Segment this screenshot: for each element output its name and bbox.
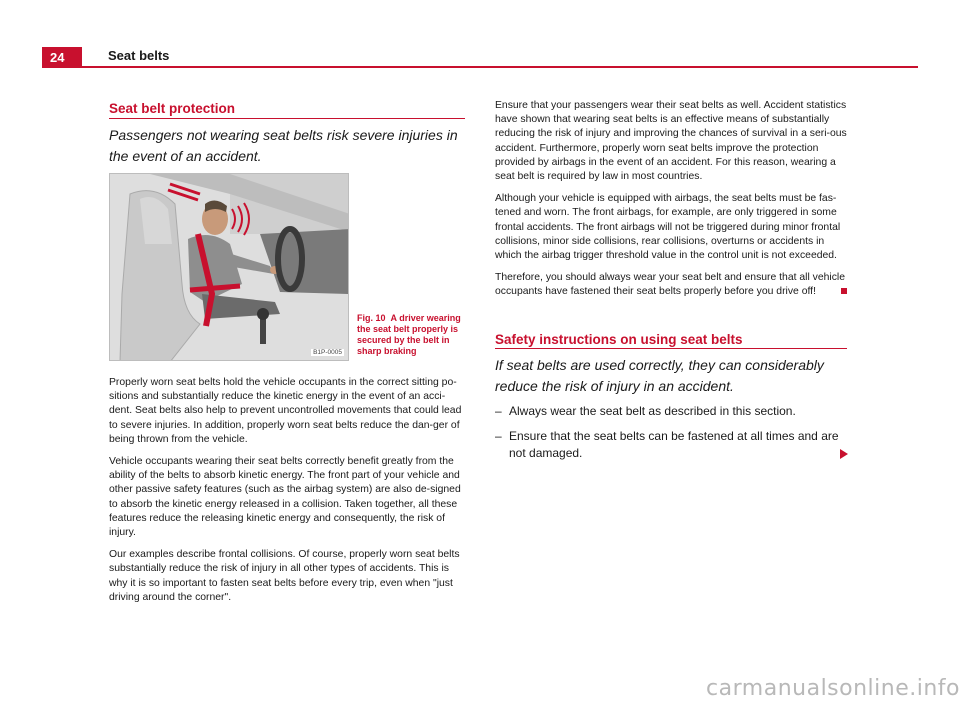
list-item [495, 403, 845, 420]
paragraph: Ensure that your passengers wear their seat belts as well. Accident statistics have shown that wearing seat belts is an effective means of substantially reducing the risk of injury and improving the chances of survival in a seri-ous accident. Furthermore, properly worn seat belts improve the protection provided by airbags in the event of an accident. For this reason, wearing a seat belt is required by law in most countries. [495, 100, 847, 183]
figure-caption [357, 313, 463, 357]
paragraph-text: Therefore, you should always wear your seat belt and ensure that all vehicle occupants have fastened their seat belts properly before you drive off! [495, 272, 846, 298]
paragraph: Properly worn seat belts hold the vehicle occupants in the correct sitting po-sitions and substantially reduce the kinetic energy in the event of an acci-dent. Seat belts also help to prevent uncontrolled movements that could lead to severe injuries. In addition, properly worn seat belts reduce the dan-ger of being thrown from the vehicle. [109, 377, 462, 445]
list-item-text: Always wear the seat belt as described in this section. [509, 404, 796, 418]
list-dash: – [495, 404, 502, 418]
section-title-seat-belt-protection: Seat belt protection [109, 101, 236, 116]
figure-caption-text: A driver wearing the seat belt properly is secured by the belt in sharp braking [357, 313, 461, 356]
paragraph [495, 271, 849, 299]
paragraph: Our examples describe frontal collisions. Of course, properly worn seat belts substantially reduce the risk of injury in all other types of accidents. This is why it is so important to fasten seat belts before every trip, even when "just driving around the corner". [109, 549, 460, 603]
figure-driver-seat-belt [109, 173, 349, 361]
paragraph: Although your vehicle is equipped with airbags, the seat belts must be fas-tened and worn. The front airbags, for example, are only triggered in some frontal accidents. The front airbags will not be triggered during minor frontal collisions, minor side collisions, rear collisions, overturns or accidents in which the airbag trigger threshold value in the control unit is not exceeded. [495, 193, 841, 262]
section-lead: If seat belts are used correctly, they can considerably reduce the risk of injury in an accident. [495, 357, 824, 394]
chapter-title: Seat belts [108, 48, 170, 63]
header-rule [42, 66, 918, 68]
figure-caption-label: Fig. 10 [357, 313, 386, 323]
right-body-text [495, 99, 849, 308]
list-dash: – [495, 429, 502, 443]
section-rule [495, 348, 847, 349]
section-rule [109, 118, 465, 119]
paragraph: Vehicle occupants wearing their seat belts correctly benefit greatly from the ability of the belts to absorb kinetic energy. The front part of your vehicle and other passive safety features (such as the airbag system) are also de-signed to absorb the kinetic energy released in a collision. Taken together, all these features reduce the releasing kinetic energy and consequently, the risk of injury. [109, 456, 461, 539]
section-lead: Passengers not wearing seat belts risk severe injuries in the event of an accident. [109, 127, 458, 164]
list-item [495, 428, 845, 462]
watermark: carmanualsonline.info [706, 676, 960, 701]
section-title-safety-instructions: Safety instructions on using seat belts [495, 332, 743, 347]
left-body-text [109, 376, 465, 613]
page-number: 24 [42, 47, 82, 68]
driver-illustration [110, 174, 349, 361]
section-end-marker [841, 288, 847, 294]
list-item-text: Ensure that the seat belts can be fastened at all times and are not damaged. [509, 429, 839, 460]
figure-code: B1P-0005 [313, 349, 342, 356]
continue-arrow-icon [840, 449, 848, 459]
